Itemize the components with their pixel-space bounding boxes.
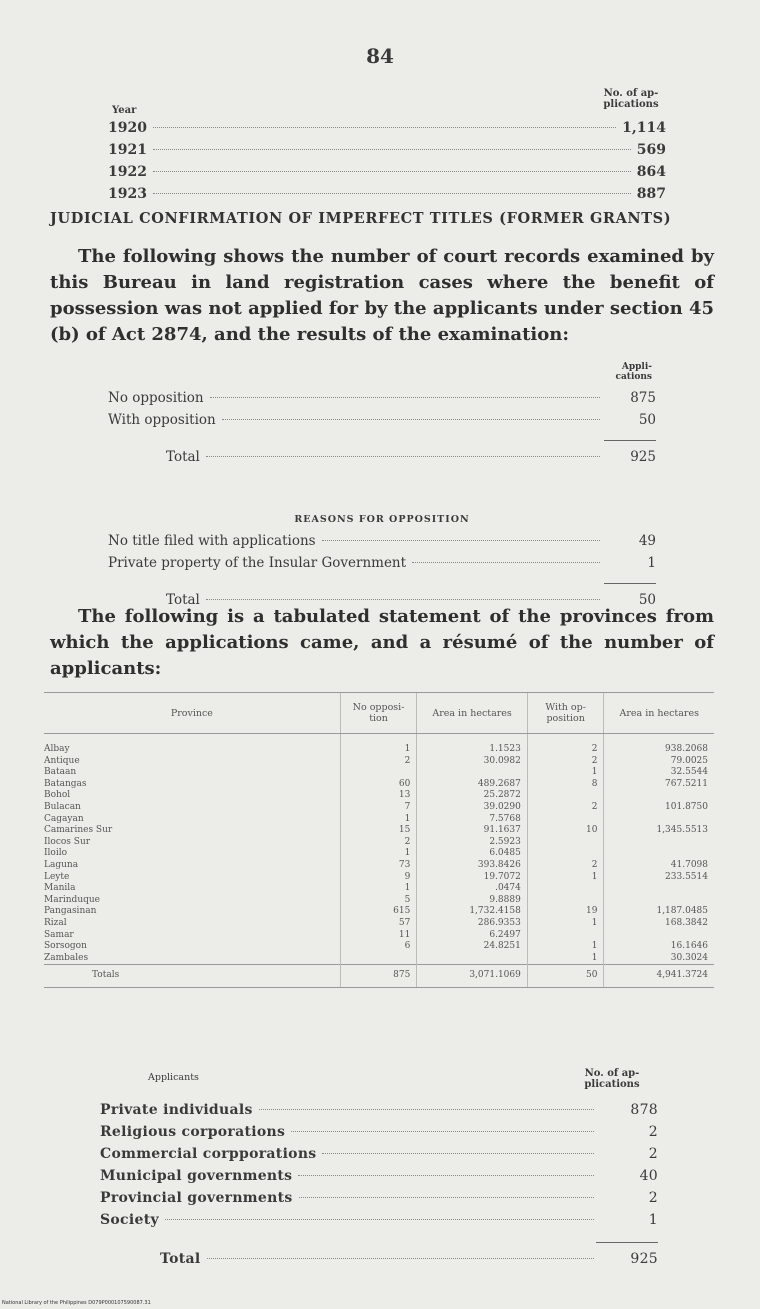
area-cell: 16.1646 — [604, 941, 714, 953]
sum-rule — [604, 583, 656, 592]
table-row — [44, 895, 714, 907]
no-opposition-cell: 2 — [340, 756, 417, 768]
with-opposition-col-header: With op- position — [527, 693, 604, 734]
no-opposition-cell: 1 — [340, 848, 417, 860]
area-cell: 91.1637 — [417, 825, 528, 837]
applications-col-header: No. of ap- plications — [584, 1068, 640, 1090]
area-cell: 2.5923 — [417, 837, 528, 849]
applicant-row: Private individuals 878 — [100, 1102, 658, 1118]
with-opposition-cell — [527, 883, 604, 895]
area-col-header: Area in hectares — [417, 693, 528, 734]
province-cell: Leyte — [44, 871, 70, 882]
with-opposition-cell: 2 — [527, 756, 604, 768]
sum-rule — [596, 1242, 658, 1251]
with-opposition-cell — [527, 814, 604, 826]
area-cell: 286.9353 — [417, 918, 528, 930]
no-opposition-cell: 57 — [340, 918, 417, 930]
province-cell: Marinduque — [44, 894, 100, 905]
area-cell: 767.5211 — [604, 779, 714, 791]
province-cell: Samar — [44, 929, 74, 940]
no-opposition-cell: 9 — [340, 872, 417, 884]
total-row: Total 925 — [166, 449, 656, 465]
area-cell: 1.1523 — [417, 734, 528, 756]
area-cell: 1,187.0485 — [604, 906, 714, 918]
no-opposition-cell: 5 — [340, 895, 417, 907]
with-opposition-cell — [527, 837, 604, 849]
area-cell: 938.2068 — [604, 734, 714, 756]
province-cell: Pangasinan — [44, 906, 97, 917]
applicants-summary — [100, 1068, 658, 1273]
area-cell: 1,345.5513 — [604, 825, 714, 837]
total-row: Total 50 — [166, 592, 656, 608]
area-cell: 101.8750 — [604, 802, 714, 814]
with-opposition-cell: 2 — [527, 802, 604, 814]
sum-rule — [604, 440, 656, 449]
area-cell: 32.5544 — [604, 767, 714, 779]
area-cell: 25.2872 — [417, 790, 528, 802]
no-opposition-cell: 11 — [340, 930, 417, 942]
with-opposition-cell — [527, 848, 604, 860]
year-row: 1922 864 — [108, 164, 666, 180]
area-total: 3,071.1069 — [417, 965, 528, 988]
year-row: 1920 1,114 — [108, 120, 666, 136]
area-col-header: Area in hectares — [604, 693, 714, 734]
no-opposition-cell: 73 — [340, 860, 417, 872]
province-cell: Bulacan — [44, 801, 81, 812]
no-opposition-cell: 1 — [340, 883, 417, 895]
province-cell: Rizal — [44, 917, 67, 928]
with-opposition-cell: 10 — [527, 825, 604, 837]
applicants-col-header: Applicants — [148, 1072, 199, 1083]
area-cell: 79.0025 — [604, 756, 714, 768]
table-row — [44, 906, 714, 918]
province-cell: Ilocos Sur — [44, 836, 91, 847]
with-opposition-cell — [527, 930, 604, 942]
table-row — [44, 802, 714, 814]
no-opposition-cell: 15 — [340, 825, 417, 837]
area-cell — [604, 848, 714, 860]
area-cell: 19.7072 — [417, 872, 528, 884]
with-opposition-cell: 1 — [527, 918, 604, 930]
intro-paragraph: The following shows the number of court records examined by this Bureau in land registration cases where the benefit of possession was not applied for by the applicants under section 45 (b) of Act 2874, and the results of the examination: — [50, 246, 714, 345]
province-cell: Batangas — [44, 778, 87, 789]
reason-row: No title filed with applications 49 — [108, 533, 656, 549]
province-cell: Manila — [44, 883, 76, 894]
table-row — [44, 953, 714, 965]
area-cell: 489.2687 — [417, 779, 528, 791]
year-row: 1923 887 — [108, 186, 666, 202]
province-cell: Camarines Sur — [44, 825, 113, 836]
with-opposition-cell: 1 — [527, 941, 604, 953]
area-cell — [417, 767, 528, 779]
area-cell: 393.8426 — [417, 860, 528, 872]
area-cell — [604, 895, 714, 907]
area-cell: 233.5514 — [604, 872, 714, 884]
table-intro-paragraph: The following is a tabulated statement of the provinces from which the applications came, and a résumé of the number of applicants: — [50, 606, 714, 679]
area-cell — [417, 953, 528, 965]
total-row: Total 925 — [160, 1251, 658, 1267]
with-opposition-cell: 2 — [527, 734, 604, 756]
province-col-header: Province — [44, 693, 340, 734]
area-cell — [604, 930, 714, 942]
with-opposition-cell: 1 — [527, 767, 604, 779]
with-opposition-cell — [527, 790, 604, 802]
year-col-header: Year — [112, 105, 137, 116]
province-table — [44, 692, 714, 988]
no-opposition-cell: 2 — [340, 837, 417, 849]
province-cell: Laguna — [44, 859, 79, 870]
table-row — [44, 837, 714, 849]
with-opposition-cell — [527, 895, 604, 907]
province-cell: Iloilo — [44, 848, 68, 859]
area-cell: 168.3842 — [604, 918, 714, 930]
table-row — [44, 883, 714, 895]
area-cell: 39.0290 — [417, 802, 528, 814]
table-row — [44, 918, 714, 930]
with-opposition-cell: 8 — [527, 779, 604, 791]
area-cell: 30.3024 — [604, 953, 714, 965]
no-opposition-cell: 60 — [340, 779, 417, 791]
table-row — [44, 930, 714, 942]
applicant-row: Municipal governments 40 — [100, 1168, 658, 1184]
area-cell — [604, 883, 714, 895]
area-cell: 30.0982 — [417, 756, 528, 768]
applicant-row: Religious corporations 2 — [100, 1124, 658, 1140]
table-row — [44, 848, 714, 860]
table-row — [44, 756, 714, 768]
applicant-row: Commercial corpporations 2 — [100, 1146, 658, 1162]
area-cell: 9.8889 — [417, 895, 528, 907]
year-row: 1921 569 — [108, 142, 666, 158]
province-cell: Bataan — [44, 767, 77, 778]
totals-row — [44, 965, 714, 988]
province-cell: Albay — [44, 744, 70, 754]
table-row — [44, 825, 714, 837]
table-row — [44, 734, 714, 756]
table-row — [44, 941, 714, 953]
table-row — [44, 872, 714, 884]
area-cell: 24.8251 — [417, 941, 528, 953]
applicant-row: Provincial governments 2 — [100, 1190, 658, 1206]
area-cell: 41.7098 — [604, 860, 714, 872]
applications-col-header: No. of ap- plications — [603, 88, 659, 110]
section-heading: JUDICIAL CONFIRMATION OF IMPERFECT TITLES (FORMER GRANTS) — [50, 210, 672, 227]
year-table — [108, 86, 666, 208]
reasons-subheading: REASONS FOR OPPOSITION — [294, 514, 470, 525]
with-opposition-cell: 1 — [527, 872, 604, 884]
province-table-body — [44, 734, 714, 988]
area-cell: 1,732.4158 — [417, 906, 528, 918]
no-opposition-cell: 6 — [340, 941, 417, 953]
applications-col-header: Appli- cations — [615, 362, 652, 382]
province-cell: Zambales — [44, 952, 89, 963]
applicant-row: Society 1 — [100, 1212, 658, 1228]
province-cell: Antique — [44, 755, 80, 766]
with-opposition-cell: 19 — [527, 906, 604, 918]
reason-row: Private property of the Insular Government 1 — [108, 555, 656, 571]
reasons-for-opposition — [108, 510, 656, 614]
with-opposition-total: 50 — [527, 965, 604, 988]
table-row — [44, 767, 714, 779]
library-footer: National Library of the Philippines D079P000107590087.31 — [2, 1300, 151, 1306]
no-opposition-cell — [340, 767, 417, 779]
area-total: 4,941.3724 — [604, 965, 714, 988]
no-opposition-cell: 615 — [340, 906, 417, 918]
province-cell: Cagayan — [44, 813, 84, 824]
area-cell — [604, 790, 714, 802]
no-opposition-cell: 1 — [340, 734, 417, 756]
with-opposition-cell: 2 — [527, 860, 604, 872]
no-opposition-cell: 13 — [340, 790, 417, 802]
totals-label: Totals — [44, 965, 340, 988]
table-row — [44, 790, 714, 802]
area-cell: 6.2497 — [417, 930, 528, 942]
no-opposition-total: 875 — [340, 965, 417, 988]
table-row — [44, 860, 714, 872]
area-cell: 7.5768 — [417, 814, 528, 826]
table-row — [44, 779, 714, 791]
opposition-row: No opposition 875 — [108, 390, 656, 406]
no-opposition-cell — [340, 953, 417, 965]
opposition-summary — [108, 362, 656, 471]
province-cell: Bohol — [44, 790, 71, 801]
opposition-row: With opposition 50 — [108, 412, 656, 428]
page-number: 84 — [366, 44, 394, 68]
area-cell — [604, 814, 714, 826]
table-row — [44, 814, 714, 826]
no-opposition-col-header: No opposi- tion — [340, 693, 417, 734]
area-cell: 6.0485 — [417, 848, 528, 860]
province-cell: Sorsogon — [44, 941, 87, 952]
with-opposition-cell: 1 — [527, 953, 604, 965]
area-cell — [604, 837, 714, 849]
area-cell: .0474 — [417, 883, 528, 895]
no-opposition-cell: 1 — [340, 814, 417, 826]
table-header-row — [44, 693, 714, 734]
no-opposition-cell: 7 — [340, 802, 417, 814]
